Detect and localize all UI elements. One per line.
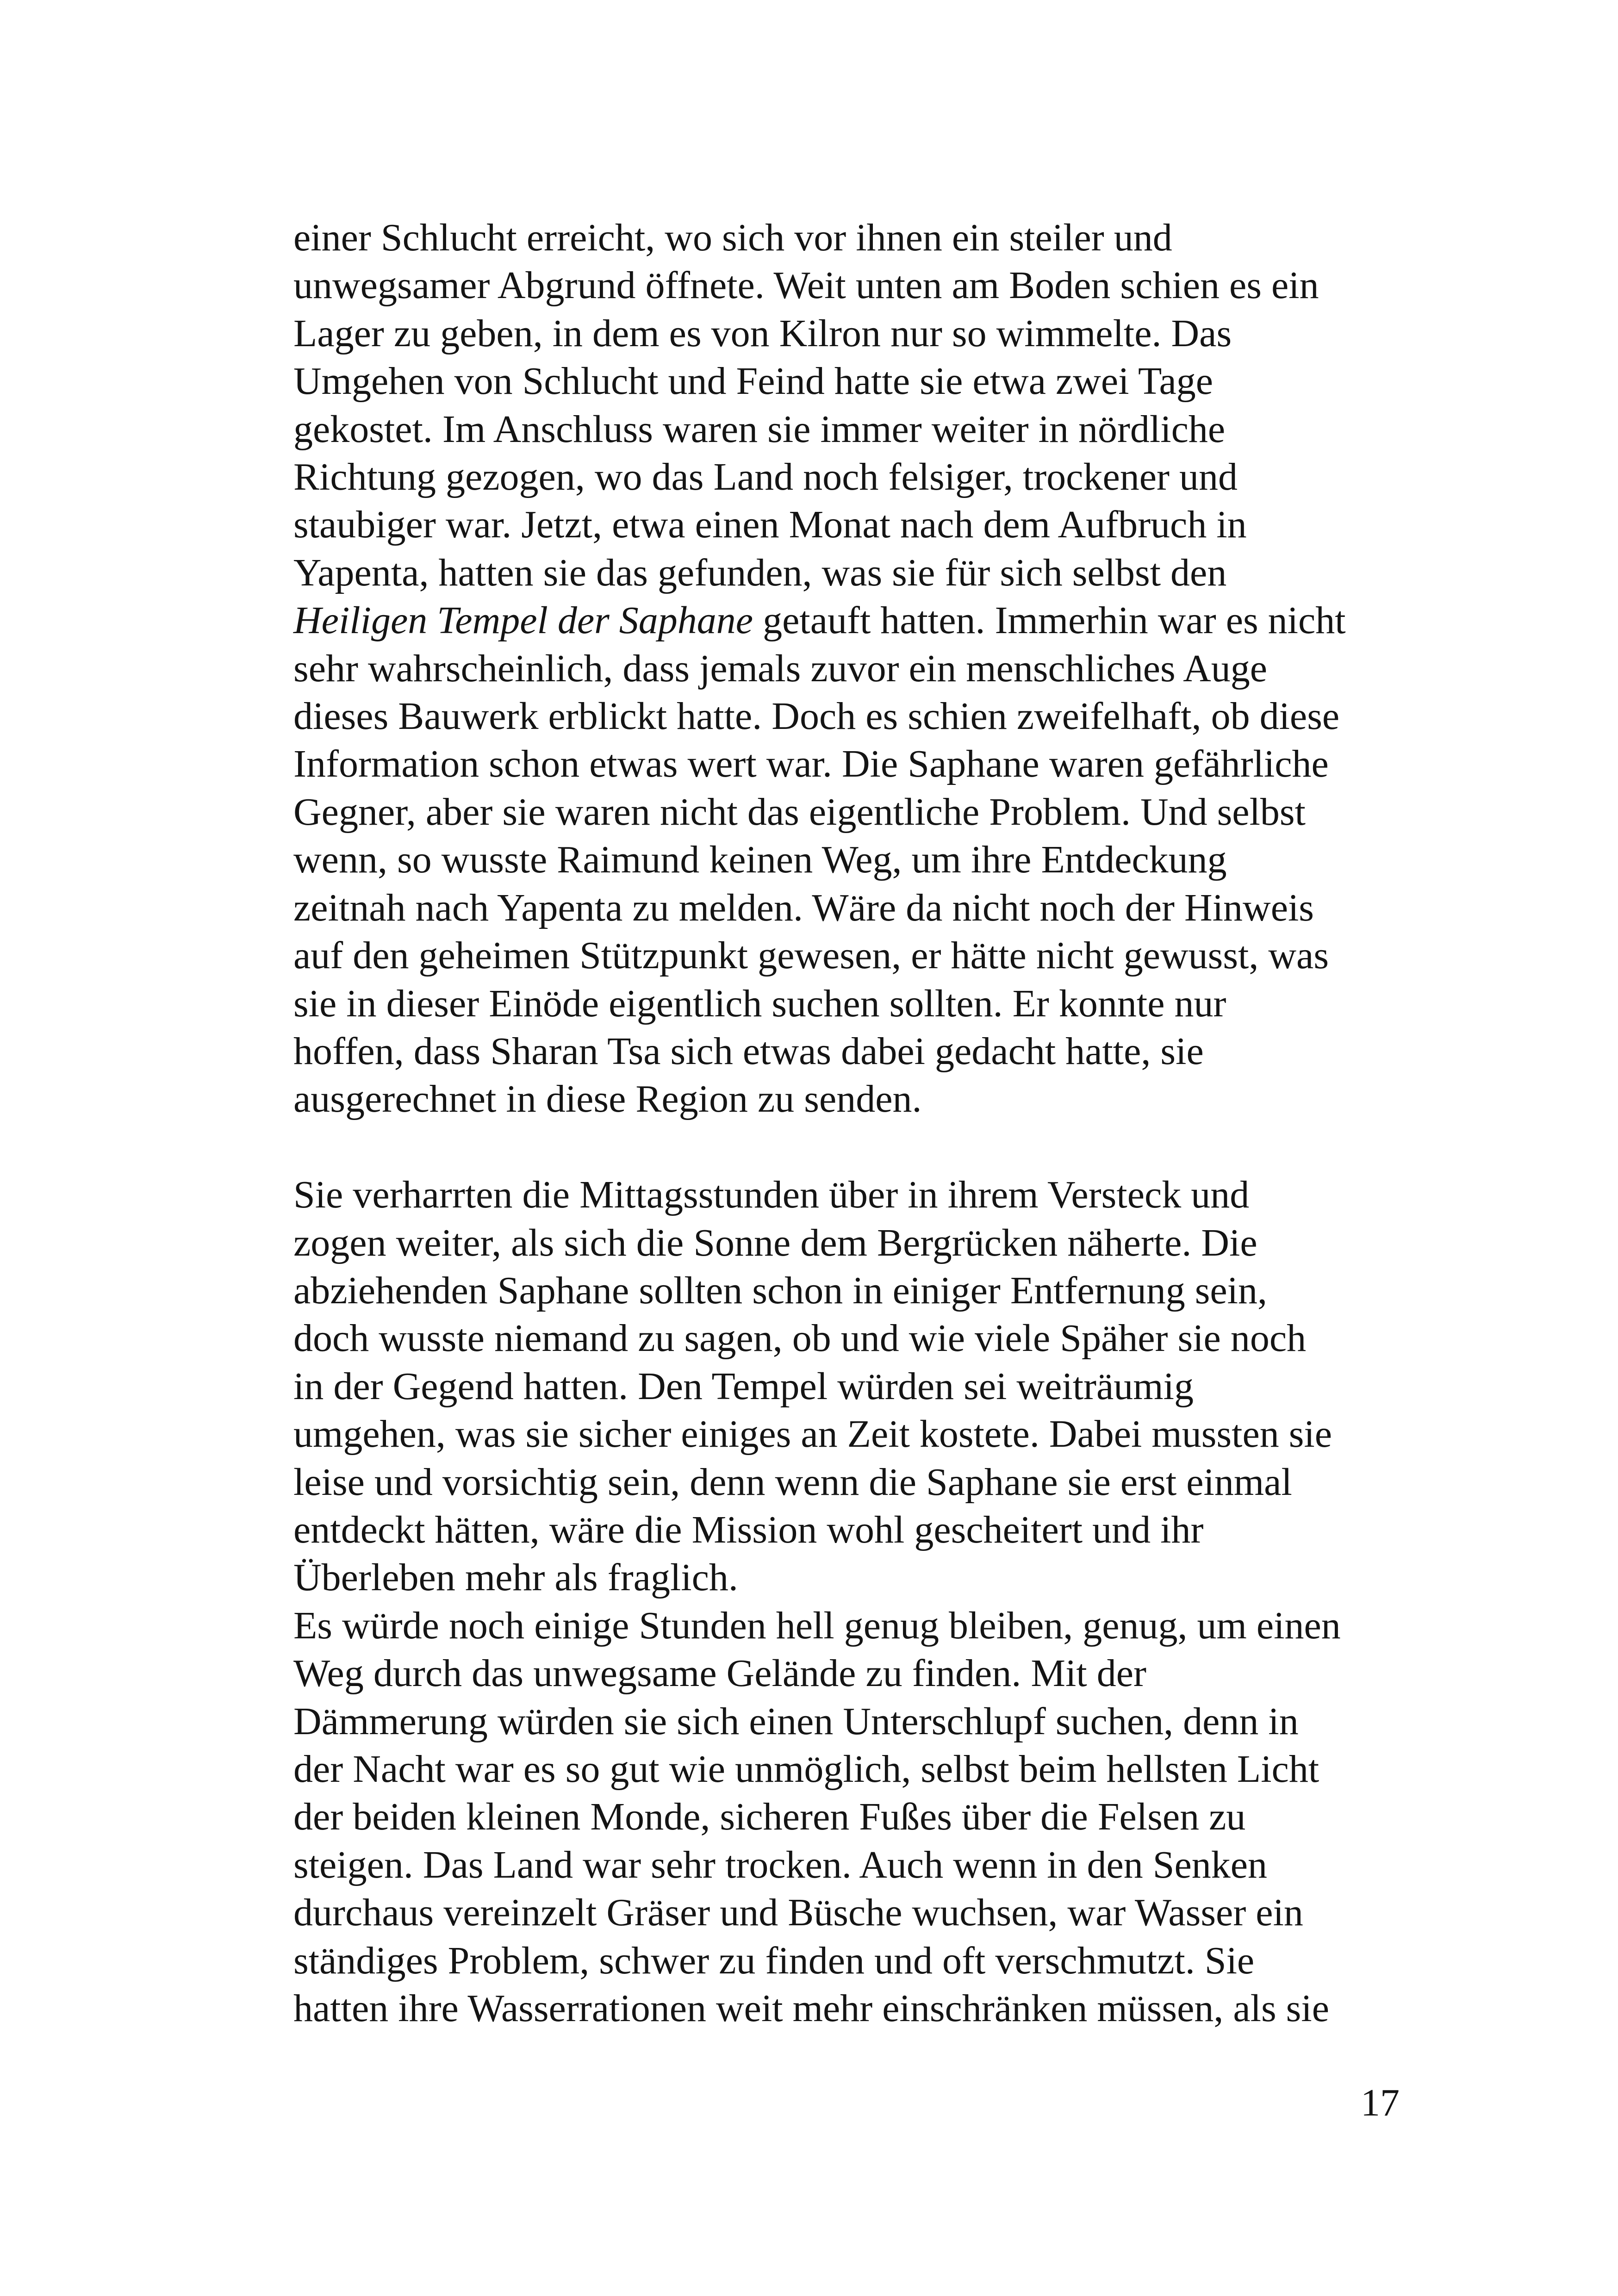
text-line: sie in dieser Einöde eigentlich suchen sollten. Er konnte nur	[293, 982, 1226, 1025]
text-line: Umgehen von Schlucht und Feind hatte sie etwa zwei Tage	[293, 360, 1214, 403]
text-line: Lager zu geben, in dem es von Kilron nur so wimmelte. Das	[293, 311, 1232, 355]
text-line: doch wusste niemand zu sagen, ob und wie viele Späher sie noch	[293, 1317, 1307, 1360]
paragraph-spacer	[293, 1123, 1413, 1171]
text-line: Dämmerung würden sie sich einen Unterschlupf suchen, denn in	[293, 1699, 1299, 1743]
text-line: entdeckt hätten, wäre die Mission wohl gescheitert und ihr	[293, 1508, 1204, 1551]
text-line: unwegsamer Abgrund öffnete. Weit unten am Boden schien es ein	[293, 264, 1319, 307]
text-line: sehr wahrscheinlich, dass jemals zuvor ein menschliches Auge	[293, 647, 1268, 690]
text-line: Richtung gezogen, wo das Land noch felsiger, trockener und	[293, 455, 1238, 499]
paragraph	[293, 1171, 1413, 1602]
body-text	[293, 214, 1413, 2032]
text-line: Information schon etwas wert war. Die Saphane waren gefährliche	[293, 742, 1329, 786]
text-line: der beiden kleinen Monde, sicheren Fußes über die Felsen zu	[293, 1795, 1246, 1839]
text-line: hoffen, dass Sharan Tsa sich etwas dabei gedacht hatte, sie	[293, 1029, 1204, 1073]
text-line: Gegner, aber sie waren nicht das eigentliche Problem. Und selbst	[293, 790, 1306, 834]
text-line: hatten ihre Wasserrationen weit mehr einschränken müssen, als sie	[293, 1987, 1329, 2030]
text-line: ausgerechnet in diese Region zu senden.	[293, 1077, 922, 1121]
text-line: Yapenta, hatten sie das gefunden, was sie für sich selbst den	[293, 551, 1227, 594]
italic-title: Heiligen Tempel der Saphane	[293, 599, 753, 642]
text-line: umgehen, was sie sicher einiges an Zeit kostete. Dabei mussten sie	[293, 1412, 1332, 1456]
text-line: auf den geheimen Stützpunkt gewesen, er hätte nicht gewusst, was	[293, 934, 1329, 977]
text-line: leise und vorsichtig sein, denn wenn die Saphane sie erst einmal	[293, 1460, 1292, 1504]
text-line: der Nacht war es so gut wie unmöglich, selbst beim hellsten Licht	[293, 1747, 1319, 1791]
text-line	[293, 597, 1413, 644]
paragraph	[293, 1602, 1413, 2033]
text-line: ständiges Problem, schwer zu finden und oft verschmutzt. Sie	[293, 1939, 1255, 1982]
text-line: zogen weiter, als sich die Sonne dem Bergrücken näherte. Die	[293, 1221, 1257, 1264]
text-line: einer Schlucht erreicht, wo sich vor ihnen ein steiler und	[293, 216, 1172, 259]
text-line: durchaus vereinzelt Gräser und Büsche wuchsen, war Wasser ein	[293, 1891, 1303, 1935]
text-line: dieses Bauwerk erblickt hatte. Doch es schien zweifelhaft, ob diese	[293, 695, 1340, 738]
text-line: steigen. Das Land war sehr trocken. Auch wenn in den Senken	[293, 1843, 1268, 1886]
text-line: abziehenden Saphane sollten schon in einiger Entfernung sein,	[293, 1269, 1268, 1312]
text-line: gekostet. Im Anschluss waren sie immer weiter in nördliche	[293, 407, 1226, 451]
text-line: Überleben mehr als fraglich.	[293, 1556, 738, 1599]
text-line-rest: getauft hatten. Immerhin war es nicht	[753, 599, 1346, 642]
text-line: in der Gegend hatten. Den Tempel würden sei weiträumig	[293, 1364, 1194, 1408]
text-line: staubiger war. Jetzt, etwa einen Monat nach dem Aufbruch in	[293, 503, 1247, 547]
text-line: Weg durch das unwegsame Gelände zu finden. Mit der	[293, 1652, 1146, 1695]
text-line: wenn, so wusste Raimund keinen Weg, um ihre Entdeckung	[293, 838, 1227, 882]
page-number: 17	[1361, 2081, 1400, 2124]
text-line: Es würde noch einige Stunden hell genug bleiben, genug, um einen	[293, 1604, 1341, 1647]
paragraph	[293, 214, 1413, 1123]
text-line: Sie verharrten die Mittagsstunden über in ihrem Versteck und	[293, 1173, 1250, 1217]
text-line: zeitnah nach Yapenta zu melden. Wäre da nicht noch der Hinweis	[293, 886, 1314, 929]
